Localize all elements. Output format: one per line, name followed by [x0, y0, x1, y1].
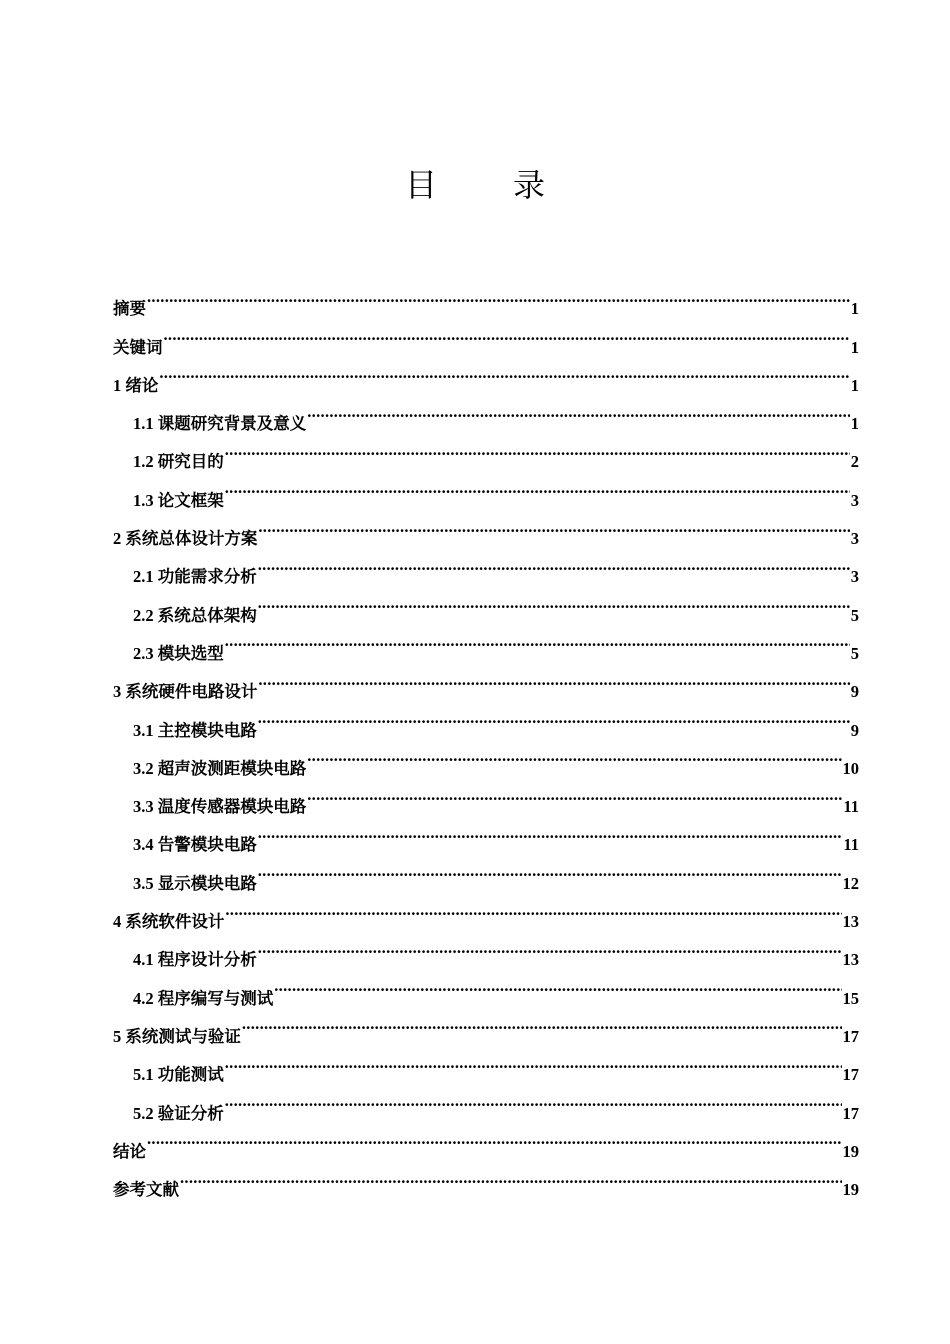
toc-entry-label: 2.2 系统总体架构	[133, 605, 257, 625]
toc-entry-label: 1.3 论文框架	[133, 490, 224, 510]
toc-entry-page-number: 1	[850, 375, 859, 395]
toc-entry-page-number: 1	[850, 299, 859, 319]
toc-entry-page-number: 17	[842, 1103, 859, 1123]
toc-entry-label: 1.2 研究目的	[133, 452, 224, 472]
toc-entry-label: 关键词	[113, 337, 163, 357]
toc-entry[interactable]	[113, 1157, 859, 1200]
toc-entry-page-number: 5	[850, 605, 859, 625]
toc-entry-page-number: 17	[842, 1065, 859, 1085]
toc-entry-page-number: 10	[842, 758, 859, 778]
toc-entry-page-number: 12	[842, 873, 859, 893]
toc-entry-page-number: 1	[850, 337, 859, 357]
toc-entry[interactable]	[113, 391, 859, 434]
toc-entry-label: 2 系统总体设计方案	[113, 529, 258, 549]
toc-entry-page-number: 11	[843, 797, 859, 817]
toc-entry[interactable]	[113, 276, 859, 319]
toc-entry[interactable]	[113, 353, 859, 395]
toc-entry-page-number: 11	[843, 835, 859, 855]
toc-entry-label: 1 绪论	[113, 375, 159, 395]
toc-leader-dots	[258, 812, 843, 850]
toc-entry[interactable]	[113, 659, 859, 702]
toc-entry[interactable]	[113, 1080, 859, 1123]
toc-entry-label: 参考文献	[113, 1180, 179, 1200]
toc-leader-dots	[307, 736, 841, 774]
toc-leader-dots	[147, 276, 850, 314]
toc-leader-dots	[225, 889, 841, 927]
table-of-contents	[113, 276, 859, 1200]
toc-entry-label: 3.4 告警模块电路	[133, 835, 257, 855]
toc-entry-page-number: 5	[850, 643, 859, 663]
toc-entry-page-number: 3	[850, 490, 859, 510]
toc-entry-label: 5.1 功能测试	[133, 1065, 224, 1085]
toc-entry-label: 摘要	[113, 299, 146, 319]
toc-entry-page-number: 3	[850, 567, 859, 587]
toc-entry-label: 5 系统测试与验证	[113, 1026, 241, 1046]
toc-entry-page-number: 9	[850, 720, 859, 740]
toc-entry[interactable]	[113, 1119, 859, 1161]
toc-entry[interactable]	[113, 927, 859, 970]
toc-leader-dots	[147, 1119, 842, 1157]
toc-leader-dots	[225, 1080, 842, 1118]
toc-entry-label: 2.1 功能需求分析	[133, 567, 257, 587]
toc-leader-dots	[258, 659, 849, 697]
toc-entry-page-number: 19	[842, 1141, 859, 1161]
toc-entry-label: 2.3 模块选型	[133, 643, 224, 663]
toc-entry-label: 结论	[113, 1141, 146, 1161]
toc-entry-label: 5.2 验证分析	[133, 1103, 224, 1123]
toc-leader-dots	[180, 1157, 842, 1195]
toc-entry-page-number: 3	[850, 529, 859, 549]
toc-entry-label: 3.1 主控模块电路	[133, 720, 257, 740]
toc-entry-label: 1.1 课题研究背景及意义	[133, 414, 307, 434]
toc-leader-dots	[258, 850, 842, 888]
toc-entry-label: 3 系统硬件电路设计	[113, 682, 258, 702]
toc-leader-dots	[258, 544, 850, 582]
toc-entry-label: 3.5 显示模块电路	[133, 873, 257, 893]
toc-entry-page-number: 13	[842, 950, 859, 970]
toc-entry[interactable]	[113, 621, 859, 663]
toc-leader-dots	[258, 506, 849, 544]
toc-leader-dots	[225, 621, 850, 659]
toc-leader-dots	[159, 353, 849, 391]
toc-entry-page-number: 15	[842, 988, 859, 1008]
toc-leader-dots	[258, 582, 850, 620]
toc-entry[interactable]	[113, 889, 859, 932]
page-title: 目 录	[404, 167, 579, 204]
toc-leader-dots	[307, 391, 850, 429]
toc-entry[interactable]	[113, 467, 859, 510]
toc-leader-dots	[307, 774, 842, 812]
toc-entry-label: 4.1 程序设计分析	[133, 950, 257, 970]
toc-leader-dots	[164, 314, 850, 352]
toc-entry-label: 4 系统软件设计	[113, 912, 225, 932]
toc-leader-dots	[225, 429, 850, 467]
toc-entry[interactable]	[113, 506, 859, 549]
toc-entry-label: 4.2 程序编写与测试	[133, 988, 274, 1008]
toc-entry-label: 3.2 超声波测距模块电路	[133, 758, 307, 778]
toc-entry-page-number: 17	[842, 1026, 859, 1046]
toc-entry[interactable]	[113, 429, 859, 472]
toc-entry-page-number: 19	[842, 1180, 859, 1200]
toc-entry[interactable]	[113, 314, 859, 357]
toc-leader-dots	[225, 467, 850, 505]
toc-leader-dots	[225, 1042, 842, 1080]
toc-leader-dots	[258, 927, 842, 965]
toc-entry-label: 3.3 温度传感器模块电路	[133, 797, 307, 817]
toc-entry[interactable]	[113, 1042, 859, 1085]
toc-entry-page-number: 1	[850, 414, 859, 434]
toc-leader-dots	[274, 965, 841, 1003]
toc-leader-dots	[258, 697, 850, 735]
toc-entry-page-number: 2	[850, 452, 859, 472]
toc-entry-page-number: 9	[850, 682, 859, 702]
toc-leader-dots	[242, 1004, 842, 1042]
toc-entry-page-number: 13	[842, 912, 859, 932]
